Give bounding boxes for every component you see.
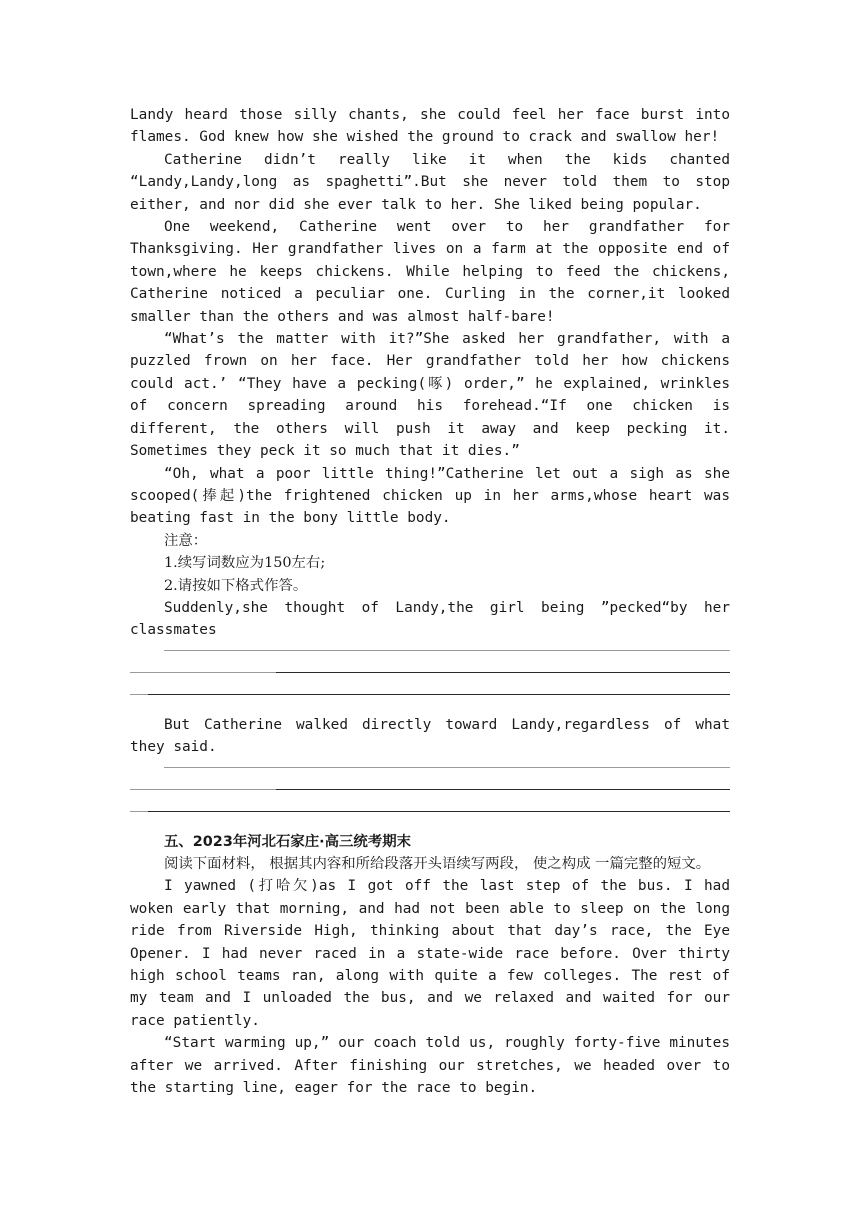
answer-line[interactable] [130, 672, 276, 673]
paragraph-yawned: I yawned (打哈欠)as I got off the last step of the bus. I had woken early that morning, and had not been able to sleep on the long ride from Riverside High, thinking about that day’s race, the Eye Opener. I had never raced in a state-wide race before. Over thirty high school teams ran, along with quite a few colleges. The rest of my team and I unloaded the bus, and we relaxed and waited for our race patiently. [130, 878, 730, 1029]
paragraph-poor-chicken: “Oh, what a poor little thing!”Catherine let out a sigh as she scooped(捧起)the frightened chicken up in her arms,whose heart was beating fast in the bony little body. [130, 465, 730, 527]
answer-line[interactable] [164, 650, 730, 651]
answer-line[interactable] [148, 694, 730, 695]
note-word-count: 1.续写词数应为150左右; [164, 555, 326, 572]
answer-line[interactable] [130, 694, 148, 695]
paragraph-landy-chants: Landy heard those silly chants, she could feel her face burst into flames. God knew how she wished the ground to crack and swallow her! [130, 107, 730, 146]
answer-line[interactable] [148, 811, 730, 812]
paragraph-warming-up: “Start warming up,” our coach told us, roughly forty-five minutes after we arrived. After finishing our stretches, we headed over to the starting line, eager for the race to begin. [130, 1035, 730, 1097]
answer-lines-1[interactable] [130, 644, 730, 710]
paragraph-pecking-order: “What’s the matter with it?”She asked her grandfather, with a puzzled frown on her face. Her grandfather told her how chickens could act.’ “They have a pecking(啄) order,” he explained, wrinkles of concern spreading around his forehead.“If one chicken is different, the others will push it away and keep pecking it. Sometimes they peck it so much that it dies.” [130, 331, 730, 460]
note-title: 注意： [164, 532, 208, 549]
answer-line[interactable] [130, 811, 148, 812]
document-page [130, 104, 730, 1099]
section-heading: 五、2023年河北石家庄·高三统考期末 [164, 833, 411, 850]
prompt-paragraph-2: But Catherine walked directly toward Landy,regardless of what they said. [130, 716, 730, 756]
answer-line[interactable] [276, 789, 730, 790]
prompt-paragraph-1: Suddenly,she thought of Landy,the girl being ”pecked“by her classmates [130, 599, 730, 639]
paragraph-thanksgiving: One weekend, Catherine went over to her grandfather for Thanksgiving. Her grandfather lives on a farm at the opposite end of town,where he keeps chickens. While helping to feed the chickens, Catherine noticed a peculiar one. Curling in the corner,it looked smaller than the others and was almost half-bare! [130, 219, 730, 325]
section-instruction: 阅读下面材料， 根据其内容和所给段落开头语续写两段， 使之构成 一篇完整的短文。 [164, 855, 711, 872]
answer-lines-2[interactable] [130, 761, 730, 827]
paragraph-catherine-popular: Catherine didn’t really like it when the kids chanted “Landy,Landy,long as spaghetti”.But she never told them to stop either, and nor did she ever talk to her. She liked being popular. [130, 151, 730, 213]
answer-line[interactable] [130, 789, 276, 790]
note-format: 2.请按如下格式作答。 [164, 577, 308, 594]
answer-line[interactable] [276, 672, 730, 673]
answer-line[interactable] [164, 767, 730, 768]
